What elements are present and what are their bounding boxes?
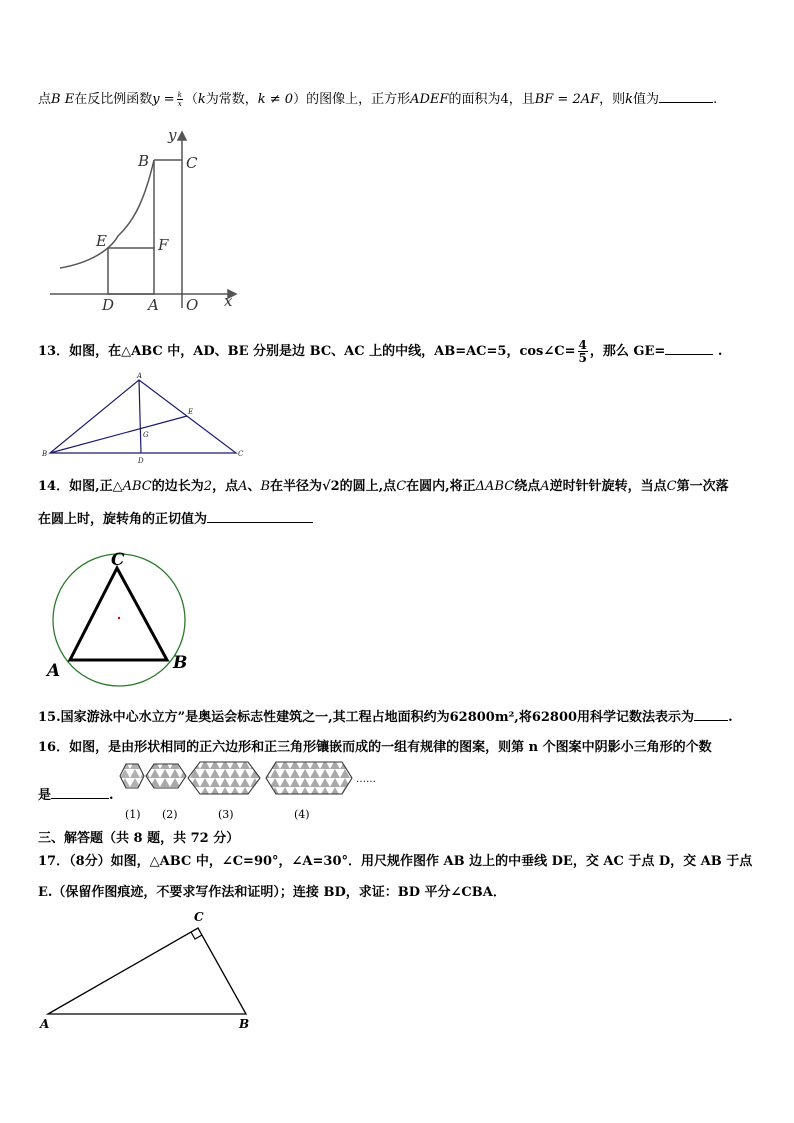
q12-mid4: ，则 [599,92,626,107]
q16-line2 [38,786,114,804]
q13-label-c: C [238,450,244,458]
q15-text [38,708,733,726]
q16-pattern-1 [120,764,144,788]
q14-label-a: A [47,661,61,681]
q13-end: . [717,344,723,359]
q14-c: ，点 [212,479,239,494]
q13-triangle-abc [50,380,236,453]
q16-pattern-4 [266,762,352,794]
q12-k2: k [625,92,634,107]
q13-frac-den: 5 [578,351,587,365]
section-3-heading: 三、解答题（共 8 题，共 72 分） [38,831,240,846]
q14-d: 在半径为 [270,479,323,494]
q14-abc1: ABC [122,479,152,494]
q16-stem: 16．如图，是由形状相同的正六边形和正三角形镶嵌而成的一组有规律的图案，则第 n 个图案中阴影小三角形的个数 [38,740,712,755]
q12-label-y: y [168,126,177,144]
q13-answer-blank[interactable] [665,342,713,355]
q12-square: ADEF [410,92,449,107]
q14-b1: B [260,479,271,494]
q12-mid2: 的图像上，正方形 [306,92,411,107]
q14-line2 [38,510,313,528]
q12-end: . [713,92,718,107]
q16-pattern-2 [146,764,186,788]
q15-stem: 15.国家游泳中心水立方”是奥运会标志性建筑之一,其工程占地面积约为62800m²,将62800用科学记数法表示为 [38,710,695,725]
q12-label-b: B [138,152,150,170]
q12-mid3: 的面积为4，且 [448,92,535,107]
q14-figure [45,548,195,683]
q16-end: . [109,788,114,803]
q14-line2-text: 在圆上时，旋转角的正切值为 [38,512,208,527]
q14-two: 2 [203,479,213,494]
q12-points: B E [51,92,75,107]
q17-label-a: A [40,1017,50,1031]
q14-e: 的圆上,点 [339,479,397,494]
q14-answer-blank[interactable] [207,510,313,523]
q12-mid1: 在反比例函数 [74,92,153,107]
q16-label-1: (1) [125,808,141,821]
q14-a2: A [540,479,550,494]
q12-cond2: k ≠ 0 [257,92,294,107]
q12-label-c: C [186,154,198,172]
q12-label-o: O [186,296,199,314]
q14-triangle-abc [70,568,167,660]
q12-cond1: 为常数， [205,92,258,107]
q14-f: 在圆内,将正 [406,479,476,494]
q17-label-c: C [194,910,204,924]
q13-figure [40,372,250,467]
q12-curve [60,160,154,268]
q15-answer-blank[interactable] [694,708,728,721]
q14-a1: A [238,479,248,494]
q17-line2 [38,885,506,901]
q14-sep: 、 [247,479,261,494]
q13-label-b: B [42,450,48,458]
q13-label-g: G [143,431,149,439]
q12-func-y: y = [152,92,175,107]
q12-k: k [197,92,206,107]
q12-frac-den: x [177,100,182,108]
q14-h: 逆时针针旋转，当点 [549,479,667,494]
q12-label-a: A [148,296,159,314]
q13-tail: ，那么 GE= [589,344,666,359]
q13-frac-num: 4 [578,338,587,352]
q14-center-dot [118,617,120,619]
q12-prefix: 点 [38,92,52,107]
q13-label-e: E [188,408,194,416]
q12-relation: BF = 2AF [534,92,600,107]
q12-paren-close: ） [293,92,307,107]
q16-line1 [38,740,712,756]
q14-b: 的边长为 [151,479,204,494]
q16-line2-text: 是 [38,788,52,803]
q12-tail: 值为 [633,92,660,107]
q12-text [38,90,717,108]
q12-square-adef [108,248,154,294]
q12-label-x: x [224,292,233,310]
q17-stem1: 17．（8分）如图，△ABC 中，∠C=90°，∠A=30°．用尺规作图作 AB 边上的中垂线 DE，交 AC 于点 D，交 AB 于点 [38,854,753,869]
q12-figure [50,128,240,313]
q14-label-c: C [111,550,125,570]
q14-c2: C [666,479,677,494]
q17-triangle-abc [48,928,246,1014]
q12-answer-blank[interactable] [659,90,713,103]
q13-stem: 13．如图，在△ABC 中，AD、BE 分别是边 BC、AC 上的中线，AB=AC=5，cos∠C= [38,344,576,359]
q14-sqrt: √2 [322,479,340,494]
q16-label-4: (4) [294,808,310,821]
q12-frac-num: k [177,91,182,99]
q16-pattern-figure [120,760,376,824]
q17-stem2: E.（保留作图痕迹，不要求写作法和证明）；连接 BD，求证：BD 平分∠CBA． [38,885,506,900]
q14-a: 14．如图,正△ [38,479,123,494]
q17-line1 [38,854,752,870]
q17-figure [38,908,258,1033]
q13-text [38,339,722,364]
q17-label-b: B [239,1017,250,1031]
q16-label-2: (2) [162,808,178,821]
q16-label-3: (3) [218,808,234,821]
q16-ellipsis: …… [356,774,376,785]
q13-frac [578,339,588,364]
q12-paren-open: （ [184,92,198,107]
q14-c1: C [396,479,407,494]
q14-i: 第一次落 [676,479,729,494]
q13-median-ad [139,380,141,453]
q12-label-e: E [96,232,107,250]
q13-label-a: A [137,372,143,380]
q13-median-be [50,416,187,453]
q15-end: . [728,710,733,725]
q16-answer-blank[interactable] [51,786,109,799]
q12-frac [177,91,183,108]
q12-label-d: D [102,296,115,314]
q14-abc2: ΔABC [475,479,515,494]
q16-pattern-3 [188,762,260,794]
q14-g: 绕点 [514,479,541,494]
q12-label-f: F [158,236,169,254]
q12-y-arrow [178,132,186,140]
q13-label-d: D [138,457,144,465]
q14-label-b: B [173,653,188,673]
q14-line1 [38,479,729,495]
